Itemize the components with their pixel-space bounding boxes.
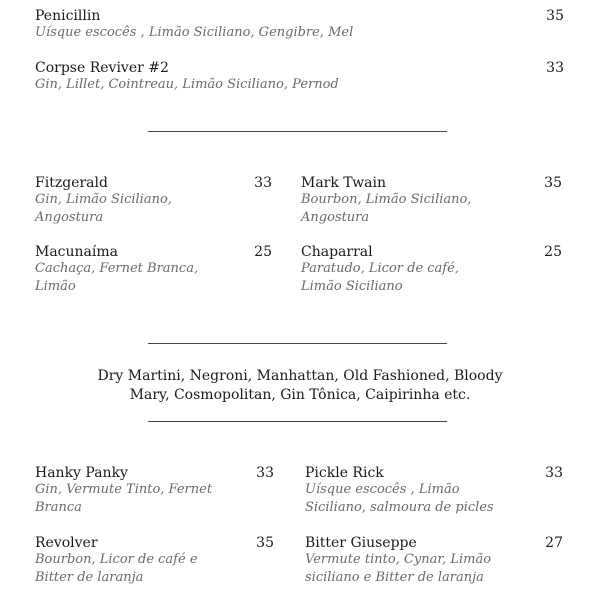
- section-divider: [148, 343, 447, 344]
- menu-item-name: Mark Twain: [301, 175, 386, 191]
- menu-item-name: Chaparral: [301, 244, 373, 260]
- menu-item-price: 35: [544, 175, 562, 191]
- menu-item-name: Revolver: [35, 535, 98, 551]
- menu-item-name: Pickle Rick: [305, 465, 384, 481]
- menu-item-name: Corpse Reviver #2: [35, 60, 169, 76]
- menu-item-ingredients: Bourbon, Limão Siciliano, Angostura: [301, 192, 472, 225]
- menu-item-price: 25: [544, 244, 562, 260]
- menu-item-ingredients: Paratudo, Licor de café, Limão Siciliano: [301, 261, 459, 294]
- menu-item-ingredients: Vermute tinto, Cynar, Limão siciliano e Bitter de laranja: [305, 552, 492, 585]
- menu-item-name: Bitter Giuseppe: [305, 535, 417, 551]
- section-divider: [148, 421, 447, 422]
- menu-item-ingredients: Bourbon, Licor de café e Bitter de laranja: [35, 552, 198, 585]
- menu-item-ingredients: Gin, Lillet, Cointreau, Limão Siciliano, Pernod: [35, 77, 339, 92]
- menu-item-name: Hanky Panky: [35, 465, 128, 481]
- menu-item-price: 33: [256, 465, 274, 481]
- menu-item-name: Fitzgerald: [35, 175, 108, 191]
- section-divider: [148, 131, 447, 132]
- menu-item-price: 35: [256, 535, 274, 551]
- menu-item-price: 27: [545, 535, 563, 551]
- menu-item-name: Macunaíma: [35, 244, 119, 260]
- menu-item-ingredients: Gin, Limão Siciliano, Angostura: [35, 192, 172, 225]
- menu-item-price: 33: [254, 175, 272, 191]
- menu-item-ingredients: Uísque escocês , Limão Siciliano, salmoura de picles: [305, 482, 494, 515]
- classics-list: Dry Martini, Negroni, Manhattan, Old Fashioned, Bloody Mary, Cosmopolitan, Gin Tônica, Caipirinha etc.: [97, 368, 503, 403]
- menu-item-ingredients: Cachaça, Fernet Branca, Limão: [35, 261, 199, 294]
- menu-item-price: 33: [546, 60, 564, 76]
- menu-item-price: 35: [546, 8, 564, 24]
- menu-item-price: 33: [545, 465, 563, 481]
- menu-item-price: 25: [254, 244, 272, 260]
- menu-item-ingredients: Uísque escocês , Limão Siciliano, Gengibre, Mel: [35, 25, 354, 40]
- menu-item-ingredients: Gin, Vermute Tinto, Fernet Branca: [35, 482, 213, 515]
- menu-item-name: Penicillin: [35, 8, 101, 24]
